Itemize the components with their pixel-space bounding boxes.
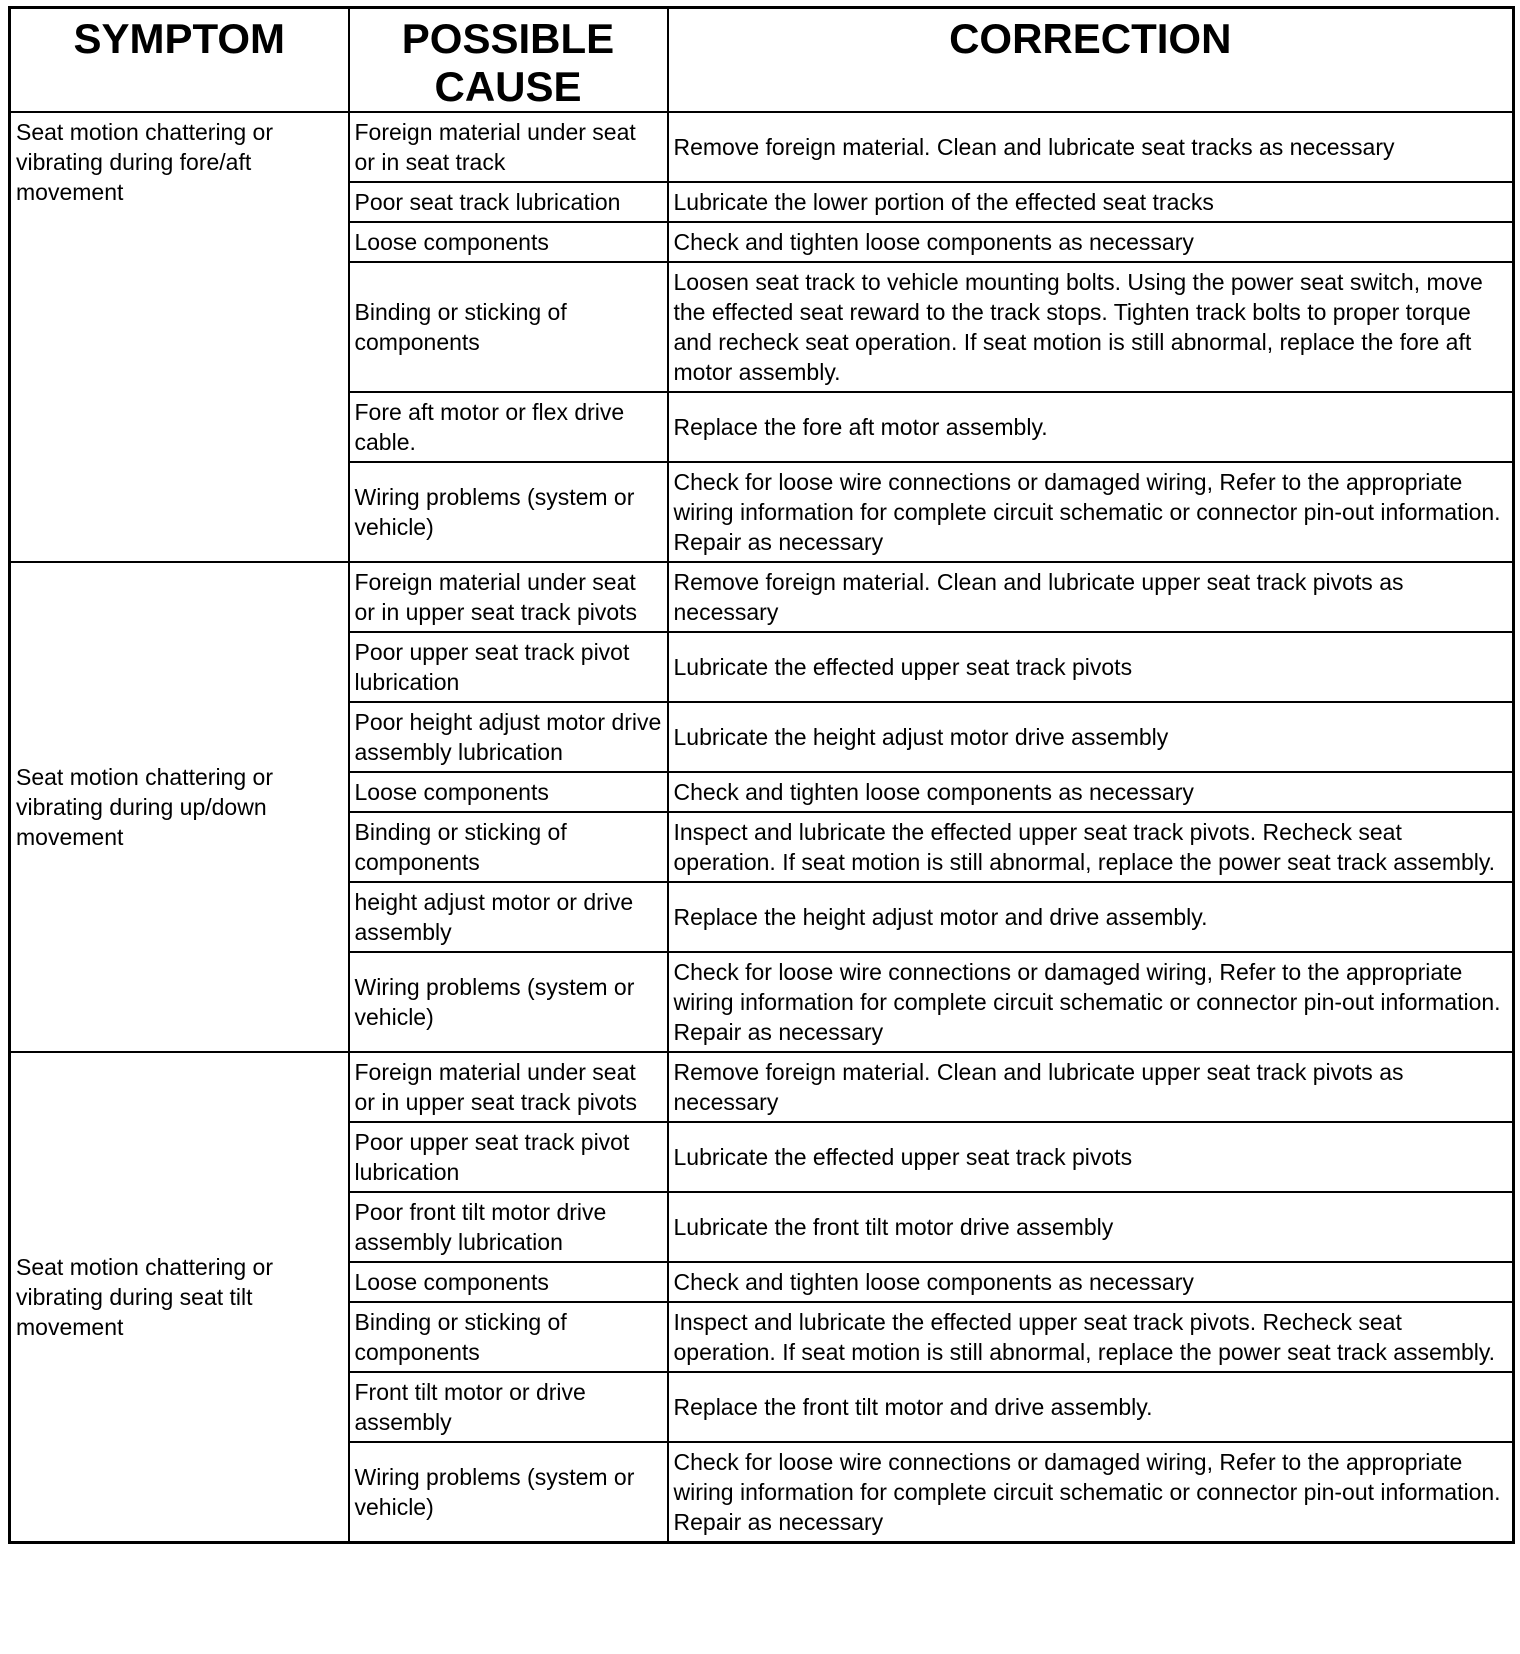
correction-cell: Loosen seat track to vehicle mounting bolts. Using the power seat switch, move the effected seat reward to the track stops. Tighten track bolts to proper torque and recheck seat operation. If seat motion is still abnormal, replace the fore aft motor assembly. xyxy=(668,262,1514,392)
cause-cell: Loose components xyxy=(349,222,668,262)
correction-cell: Lubricate the effected upper seat track pivots xyxy=(668,632,1514,702)
correction-cell: Replace the fore aft motor assembly. xyxy=(668,392,1514,462)
correction-cell: Lubricate the effected upper seat track pivots xyxy=(668,1122,1514,1192)
cause-cell: Wiring problems (system or vehicle) xyxy=(349,952,668,1052)
diagnosis-table xyxy=(8,6,1515,1544)
correction-cell: Check and tighten loose components as necessary xyxy=(668,772,1514,812)
correction-cell: Check for loose wire connections or damaged wiring, Refer to the appropriate wiring information for complete circuit schematic or connector pin-out information. Repair as necessary xyxy=(668,1442,1514,1543)
cause-cell: Poor seat track lubrication xyxy=(349,182,668,222)
symptom-cell: Seat motion chattering or vibrating during fore/aft movement xyxy=(10,112,349,562)
correction-cell: Replace the front tilt motor and drive assembly. xyxy=(668,1372,1514,1442)
symptom-cell: Seat motion chattering or vibrating during seat tilt movement xyxy=(10,1052,349,1543)
cause-cell: Wiring problems (system or vehicle) xyxy=(349,462,668,562)
correction-cell: Inspect and lubricate the effected upper seat track pivots. Recheck seat operation. If seat motion is still abnormal, replace the power seat track assembly. xyxy=(668,1302,1514,1372)
correction-cell: Lubricate the height adjust motor drive assembly xyxy=(668,702,1514,772)
correction-cell: Check and tighten loose components as necessary xyxy=(668,1262,1514,1302)
cause-cell: Loose components xyxy=(349,772,668,812)
cause-cell: Fore aft motor or flex drive cable. xyxy=(349,392,668,462)
correction-cell: Check and tighten loose components as necessary xyxy=(668,222,1514,262)
cause-cell: Foreign material under seat or in upper seat track pivots xyxy=(349,1052,668,1122)
correction-cell: Lubricate the front tilt motor drive assembly xyxy=(668,1192,1514,1262)
cause-cell: Wiring problems (system or vehicle) xyxy=(349,1442,668,1543)
cause-cell: Front tilt motor or drive assembly xyxy=(349,1372,668,1442)
cause-cell: height adjust motor or drive assembly xyxy=(349,882,668,952)
correction-cell: Check for loose wire connections or damaged wiring, Refer to the appropriate wiring information for complete circuit schematic or connector pin-out information. Repair as necessary xyxy=(668,462,1514,562)
cause-cell: Poor upper seat track pivot lubrication xyxy=(349,1122,668,1192)
cause-cell: Binding or sticking of components xyxy=(349,812,668,882)
table-row xyxy=(10,112,1514,182)
cause-cell: Foreign material under seat or in seat track xyxy=(349,112,668,182)
table-row xyxy=(10,1052,1514,1122)
diagnosis-table-wrapper xyxy=(8,6,1512,1544)
cause-cell: Loose components xyxy=(349,1262,668,1302)
header-row xyxy=(10,8,1514,113)
header-possible-cause: POSSIBLE CAUSE xyxy=(349,8,668,113)
symptom-cell: Seat motion chattering or vibrating during up/down movement xyxy=(10,562,349,1052)
table-row xyxy=(10,562,1514,632)
correction-cell: Remove foreign material. Clean and lubricate upper seat track pivots as necessary xyxy=(668,1052,1514,1122)
cause-cell: Poor front tilt motor drive assembly lubrication xyxy=(349,1192,668,1262)
cause-cell: Binding or sticking of components xyxy=(349,262,668,392)
header-correction: CORRECTION xyxy=(668,8,1514,113)
correction-cell: Check for loose wire connections or damaged wiring, Refer to the appropriate wiring information for complete circuit schematic or connector pin-out information. Repair as necessary xyxy=(668,952,1514,1052)
correction-cell: Replace the height adjust motor and drive assembly. xyxy=(668,882,1514,952)
cause-cell: Poor height adjust motor drive assembly lubrication xyxy=(349,702,668,772)
cause-cell: Foreign material under seat or in upper seat track pivots xyxy=(349,562,668,632)
correction-cell: Remove foreign material. Clean and lubricate upper seat track pivots as necessary xyxy=(668,562,1514,632)
table-body xyxy=(10,112,1514,1543)
cause-cell: Binding or sticking of components xyxy=(349,1302,668,1372)
correction-cell: Lubricate the lower portion of the effected seat tracks xyxy=(668,182,1514,222)
header-symptom: SYMPTOM xyxy=(10,8,349,113)
correction-cell: Remove foreign material. Clean and lubricate seat tracks as necessary xyxy=(668,112,1514,182)
cause-cell: Poor upper seat track pivot lubrication xyxy=(349,632,668,702)
correction-cell: Inspect and lubricate the effected upper seat track pivots. Recheck seat operation. If seat motion is still abnormal, replace the power seat track assembly. xyxy=(668,812,1514,882)
